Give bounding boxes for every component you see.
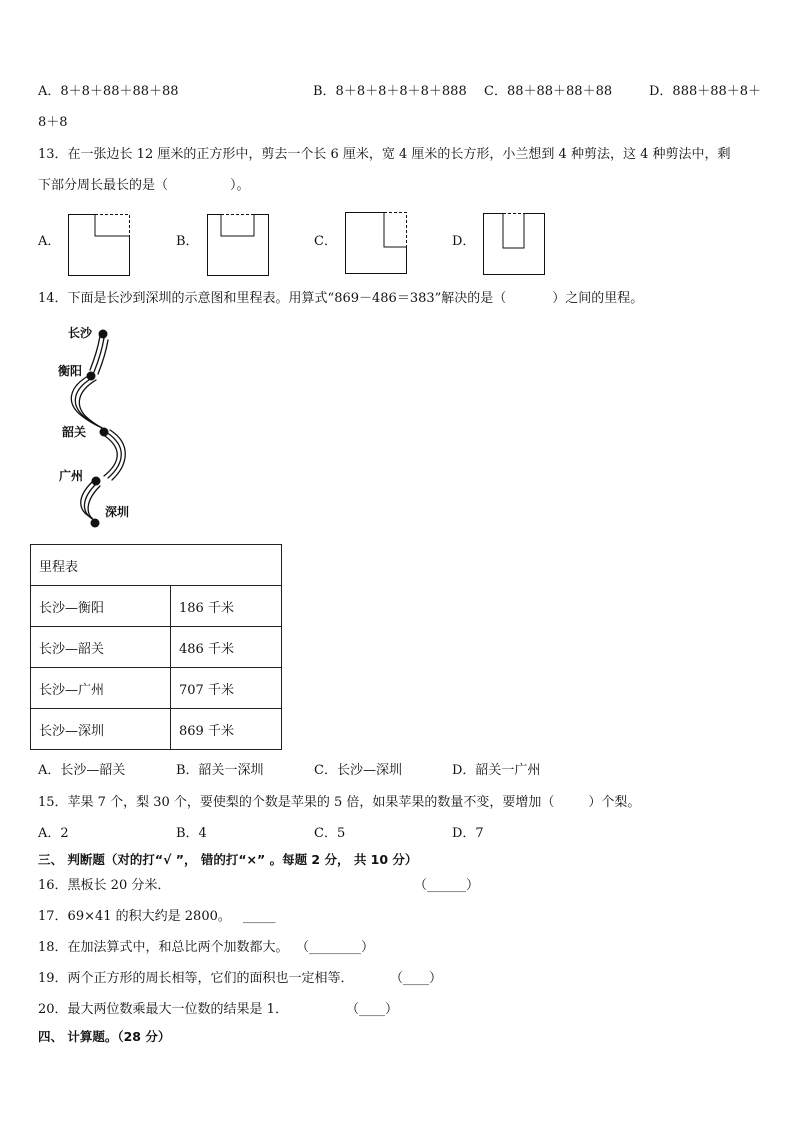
q17-statement: 17．69×41 的积大约是 2800。 xyxy=(38,909,231,924)
table-title: 里程表 xyxy=(31,545,282,586)
q15-question-text: 15．苹果 7 个，梨 30 个，要使梨的个数是苹果的 5 倍，如果苹果的数量不变，要增加（ xyxy=(38,795,555,810)
q15-option-b: B．4 xyxy=(176,826,207,841)
q18-answer-bracket[interactable]: （________） xyxy=(296,940,375,955)
section-3-heading: 三、 判断题（对的打“√ ”， 错的打“×” 。每题 2 分， 共 10 分） xyxy=(38,852,418,867)
q17-answer-blank[interactable]: _____ xyxy=(243,909,276,924)
q13-question-end: ）。 xyxy=(230,178,250,193)
q14-question-end: ）之间的里程。 xyxy=(552,291,644,306)
q14-option-b: B．韶关一深圳 xyxy=(176,763,264,778)
q13-figure-d xyxy=(483,213,545,275)
table-cell-route: 长沙—广州 xyxy=(31,668,171,709)
q20-statement: 20．最大两位数乘最大一位数的结果是 1． xyxy=(38,1002,288,1017)
route-map xyxy=(40,318,150,533)
q12-option-d: D．888＋88＋8＋ xyxy=(649,84,762,99)
table-cell-distance: 486 千米 xyxy=(171,627,282,668)
city-label-hengyang: 衡阳 xyxy=(58,364,83,378)
q19-statement: 19．两个正方形的周长相等，它们的面积也一定相等． xyxy=(38,971,354,986)
q18-statement: 18．在加法算式中，和总比两个加数都大。 xyxy=(38,940,289,955)
q16-answer-bracket[interactable]: （______） xyxy=(414,878,480,893)
table-row xyxy=(31,709,282,750)
q13-label-a: A． xyxy=(38,234,61,249)
section-4-heading: 四、 计算题。（28 分） xyxy=(38,1029,171,1044)
q12-option-c: C．88＋88＋88＋88 xyxy=(484,84,613,99)
q20-answer-bracket[interactable]: （____） xyxy=(346,1002,399,1017)
q12-option-b: B．8＋8＋8＋8＋8＋888 xyxy=(313,84,467,99)
q13-figure-b xyxy=(207,214,269,276)
table-cell-route: 长沙—韶关 xyxy=(31,627,171,668)
table-cell-distance: 869 千米 xyxy=(171,709,282,750)
table-cell-distance: 707 千米 xyxy=(171,668,282,709)
table-cell-route: 长沙—衡阳 xyxy=(31,586,171,627)
q15-question-end: ）个梨。 xyxy=(588,795,641,810)
table-cell-distance: 186 千米 xyxy=(171,586,282,627)
q13-figure-a xyxy=(68,214,130,276)
q14-option-d: D．韶关一广州 xyxy=(452,763,541,778)
city-label-shenzhen: 深圳 xyxy=(105,505,130,519)
city-label-shaoguan: 韶关 xyxy=(62,425,87,439)
q13-question-line2 xyxy=(38,177,250,195)
city-label-changsha: 长沙 xyxy=(68,326,93,340)
q15-option-c: C．5 xyxy=(314,826,346,841)
q15-option-a: A．2 xyxy=(38,826,69,841)
table-row xyxy=(31,627,282,668)
mileage-table xyxy=(30,544,282,750)
q13-question-text: 下部分周长最长的是（ xyxy=(38,178,169,193)
q14-question xyxy=(38,290,643,308)
table-cell-route: 长沙—深圳 xyxy=(31,709,171,750)
q14-option-c: C．长沙—深圳 xyxy=(314,763,402,778)
city-label-guangzhou: 广州 xyxy=(59,469,84,483)
q12-option-a: A．8＋8＋88＋88＋88 xyxy=(38,84,179,99)
q16-statement: 16．黑板长 20 分米． xyxy=(38,878,171,893)
q19-answer-bracket[interactable]: （____） xyxy=(390,971,443,986)
q15-option-d: D．7 xyxy=(452,826,484,841)
q13-question-line1: 13．在一张边长 12 厘米的正方形中，剪去一个长 6 厘米，宽 4 厘米的长方形，小兰想到 4 种剪法，这 4 种剪法中，剩 xyxy=(38,147,731,162)
q13-label-d: D． xyxy=(452,234,476,249)
q13-figure-c xyxy=(345,212,407,274)
q12-option-d-continued: 8＋8 xyxy=(38,115,68,130)
q15-question xyxy=(38,794,640,812)
table-row xyxy=(31,586,282,627)
q14-question-text: 14．下面是长沙到深圳的示意图和里程表。用算式“869－486＝383”解决的是（ xyxy=(38,291,507,306)
table-title-row xyxy=(31,545,282,586)
q14-option-a: A．长沙—韶关 xyxy=(38,763,126,778)
table-row xyxy=(31,668,282,709)
q13-label-b: B． xyxy=(176,234,199,249)
q13-label-c: C． xyxy=(314,234,337,249)
